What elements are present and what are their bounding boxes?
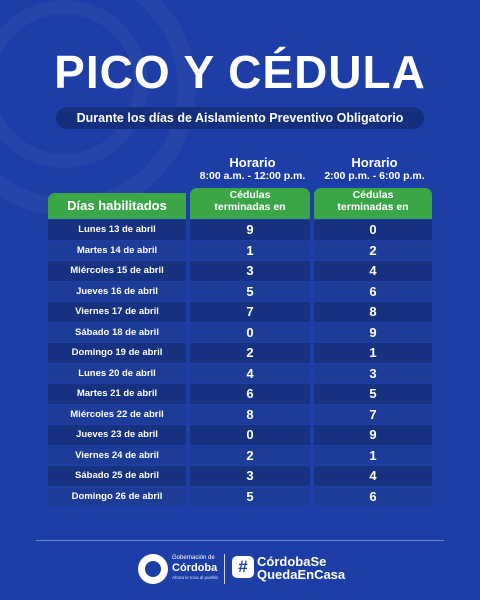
hashtag-icon: # <box>232 556 254 578</box>
day-cell: Sábado 25 de abril <box>48 466 186 486</box>
schedule-morning-heading: Horario <box>229 155 276 170</box>
morning-digit-cell: 7 <box>190 302 310 322</box>
morning-digit-cell: 1 <box>190 241 310 261</box>
footer <box>0 552 480 586</box>
morning-digit-cell: 4 <box>190 364 310 384</box>
schedule-table <box>48 220 432 507</box>
afternoon-digit-cell: 4 <box>314 466 432 486</box>
morning-digit-cell: 9 <box>190 220 310 240</box>
afternoon-digit-cell: 5 <box>314 384 432 404</box>
page-title: PICO Y CÉDULA <box>54 46 426 98</box>
afternoon-digit-cell: 1 <box>314 446 432 466</box>
campaign-logo <box>257 555 377 581</box>
day-cell: Martes 21 de abril <box>48 384 186 404</box>
day-cell: Sábado 18 de abril <box>48 323 186 343</box>
table-row <box>48 323 432 344</box>
afternoon-digit-cell: 8 <box>314 302 432 322</box>
table-row <box>48 487 432 508</box>
subtitle-banner: Durante los días de Aislamiento Preventivo Obligatorio <box>56 107 424 129</box>
morning-digit-cell: 3 <box>190 466 310 486</box>
day-cell: Miércoles 22 de abril <box>48 405 186 425</box>
seal-icon <box>138 554 168 584</box>
morning-digit-cell: 5 <box>190 282 310 302</box>
morning-digit-cell: 0 <box>190 425 310 445</box>
schedule-afternoon-time: 2:00 p.m. - 6:00 p.m. <box>324 170 425 182</box>
cedula-header-afternoon-line1: Cédulas <box>352 189 394 201</box>
table-row <box>48 466 432 487</box>
afternoon-digit-cell: 4 <box>314 261 432 281</box>
day-cell: Domingo 26 de abril <box>48 487 186 507</box>
afternoon-digit-cell: 2 <box>314 241 432 261</box>
footer-divider <box>36 540 444 541</box>
cedula-header-morning-line1: Cédulas <box>229 189 271 201</box>
table-row <box>48 302 432 323</box>
table-row <box>48 384 432 405</box>
day-cell: Lunes 13 de abril <box>48 220 186 240</box>
morning-digit-cell: 8 <box>190 405 310 425</box>
gov-line1: Gobernación de <box>172 555 215 561</box>
footer-separator <box>224 554 225 584</box>
morning-digit-cell: 0 <box>190 323 310 343</box>
day-cell: Jueves 23 de abril <box>48 425 186 445</box>
gov-line2: Córdoba <box>172 562 218 574</box>
table-row <box>48 364 432 385</box>
cedula-header-morning-line2: terminadas en <box>214 200 286 213</box>
cedula-header-afternoon-line2: terminadas en <box>337 200 409 213</box>
table-row <box>48 261 432 282</box>
morning-digit-cell: 5 <box>190 487 310 507</box>
afternoon-digit-cell: 1 <box>314 343 432 363</box>
day-cell: Jueves 16 de abril <box>48 282 186 302</box>
afternoon-digit-cell: 6 <box>314 282 432 302</box>
cedula-header-morning <box>190 188 310 219</box>
table-row <box>48 282 432 303</box>
morning-digit-cell: 6 <box>190 384 310 404</box>
table-row <box>48 343 432 364</box>
cedula-header-afternoon <box>314 188 432 219</box>
day-cell: Lunes 20 de abril <box>48 364 186 384</box>
campaign-line1: CórdobaSe <box>257 554 327 569</box>
schedule-afternoon-heading: Horario <box>351 155 398 170</box>
days-header: Días habilitados <box>48 193 186 219</box>
schedule-morning-time: 8:00 a.m. - 12:00 p.m. <box>199 170 306 182</box>
day-cell: Viernes 17 de abril <box>48 302 186 322</box>
table-row <box>48 241 432 262</box>
gobernacion-logo <box>172 554 222 581</box>
table-row <box>48 425 432 446</box>
table-row <box>48 446 432 467</box>
campaign-line2: QuedaEnCasa <box>257 567 346 582</box>
afternoon-digit-cell: 9 <box>314 323 432 343</box>
day-cell: Martes 14 de abril <box>48 241 186 261</box>
afternoon-digit-cell: 6 <box>314 487 432 507</box>
gov-tagline: Ahora le toca al pueblo <box>172 575 219 580</box>
day-cell: Viernes 24 de abril <box>48 446 186 466</box>
day-cell: Domingo 19 de abril <box>48 343 186 363</box>
table-row <box>48 220 432 241</box>
table-row <box>48 405 432 426</box>
day-cell: Miércoles 15 de abril <box>48 261 186 281</box>
afternoon-digit-cell: 0 <box>314 220 432 240</box>
morning-digit-cell: 3 <box>190 261 310 281</box>
schedule-morning <box>190 155 315 183</box>
morning-digit-cell: 2 <box>190 446 310 466</box>
afternoon-digit-cell: 3 <box>314 364 432 384</box>
afternoon-digit-cell: 9 <box>314 425 432 445</box>
afternoon-digit-cell: 7 <box>314 405 432 425</box>
morning-digit-cell: 2 <box>190 343 310 363</box>
schedule-afternoon <box>312 155 437 183</box>
